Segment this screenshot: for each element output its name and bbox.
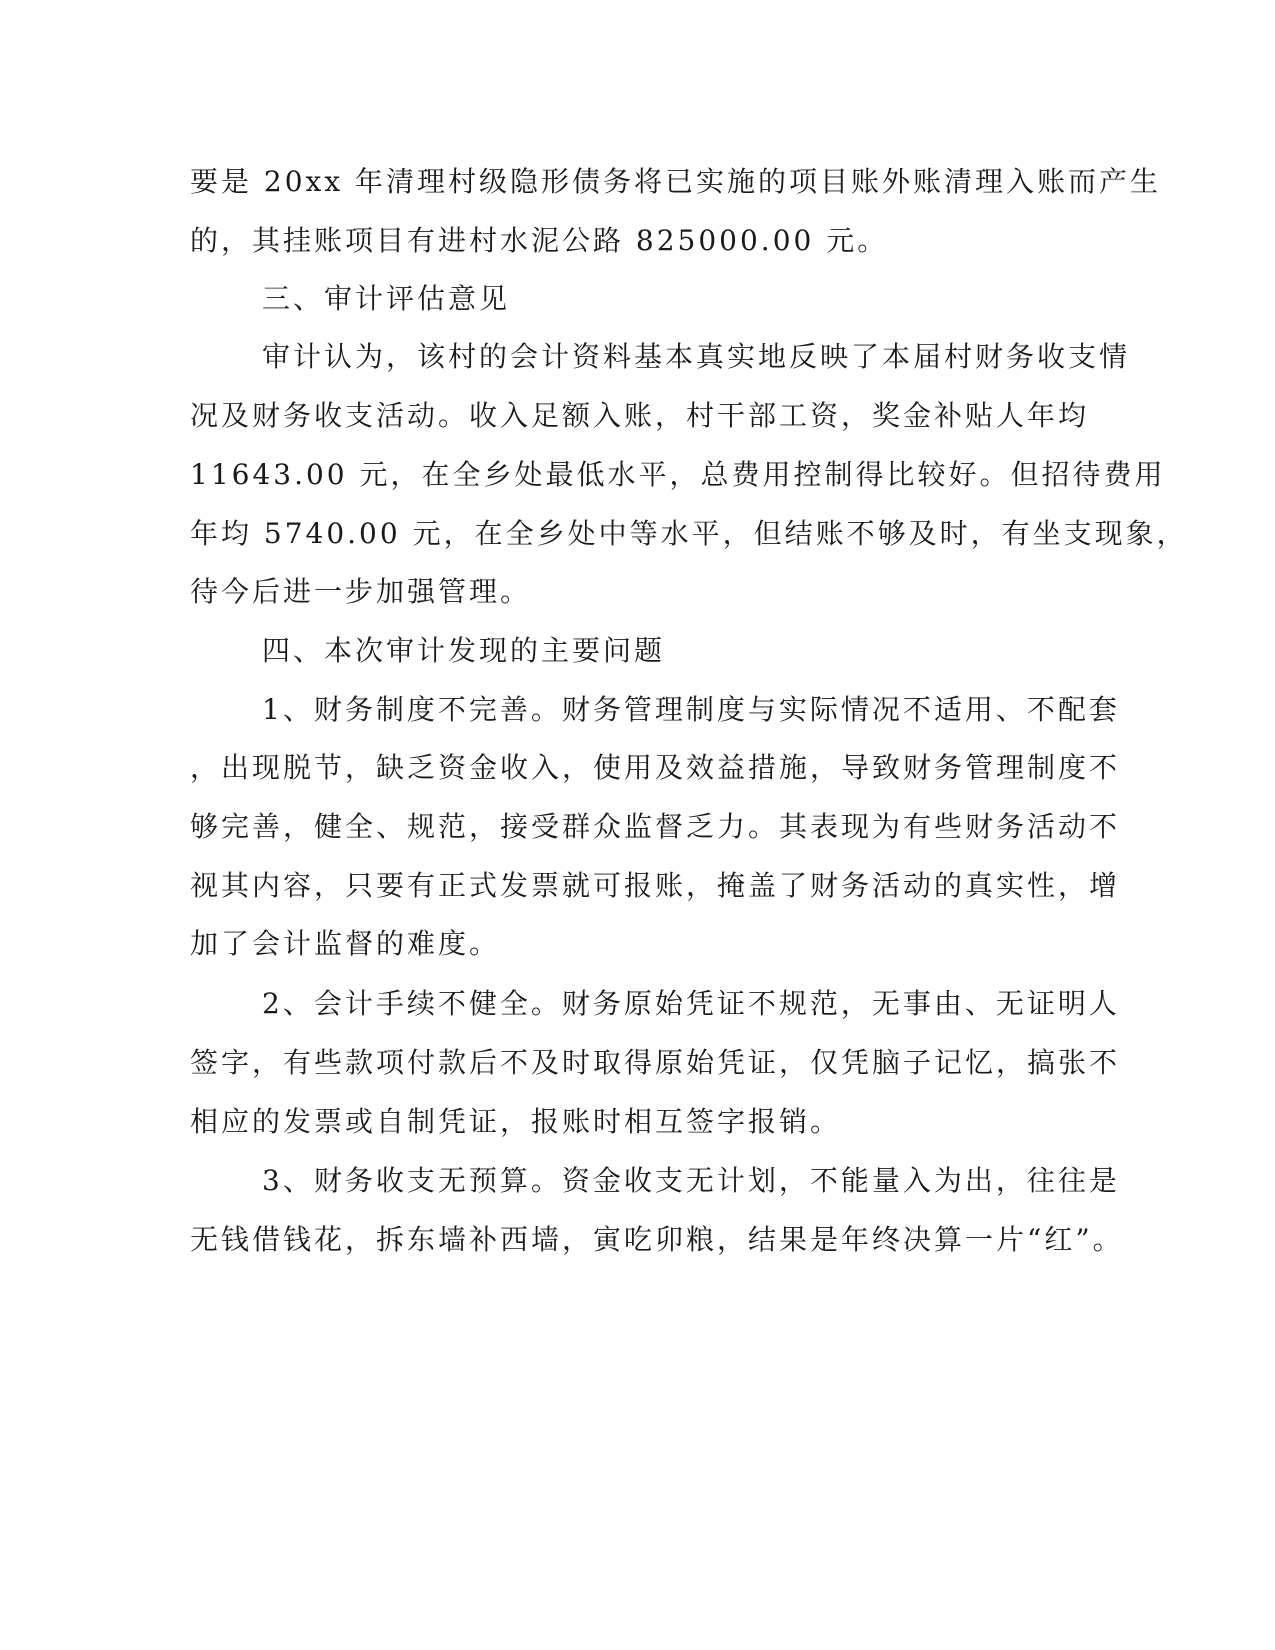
text-line: 视其内容，只要有正式发票就可报账，掩盖了财务活动的真实性，增 [190, 869, 1121, 902]
text-line: 相应的发票或自制凭证，报账时相互签字报销。 [190, 1105, 842, 1138]
text-line: 无钱借钱花，拆东墙补西墙，寅吃卯粮，结果是年终决算一片“红”。 [190, 1223, 1124, 1256]
text-line: 签字，有些款项付款后不及时取得原始凭证，仅凭脑子记忆，搞张不 [190, 1046, 1121, 1079]
text-line: ，出现脱节，缺乏资金收入，使用及效益措施，导致财务管理制度不 [190, 751, 1121, 784]
text-line: 11643.00 元，在全乡处最低水平，总费用控制得比较好。但招待费用 [190, 458, 1166, 491]
text-line: 审计认为，该村的会计资料基本真实地反映了本届村财务收支情 [262, 340, 1131, 373]
text-line: 2、会计手续不健全。财务原始凭证不规范，无事由、无证明人 [262, 987, 1120, 1020]
section-heading-3: 三、审计评估意见 [262, 282, 511, 315]
text-line: 的，其挂账项目有进村水泥公路 825000.00 元。 [190, 224, 889, 257]
text-line: 况及财务收支活动。收入足额入账，村干部工资，奖金补贴人年均 [190, 399, 1090, 432]
text-line: 3、财务收支无预算。资金收支无计划，不能量入为出，往往是 [262, 1164, 1120, 1197]
text-line: 够完善，健全、规范，接受群众监督乏力。其表现为有些财务活动不 [190, 810, 1121, 843]
section-heading-4: 四、本次审计发现的主要问题 [262, 634, 666, 667]
text-line: 年均 5740.00 元，在全乡处中等水平，但结账不够及时，有坐支现象， [190, 517, 1188, 550]
text-line: 要是 20xx 年清理村级隐形债务将已实施的项目账外账清理入账而产生 [190, 165, 1162, 198]
text-line: 加了会计监督的难度。 [190, 927, 501, 960]
text-line: 待今后进一步加强管理。 [190, 575, 532, 608]
text-line: 1、财务制度不完善。财务管理制度与实际情况不适用、不配套 [262, 693, 1120, 726]
